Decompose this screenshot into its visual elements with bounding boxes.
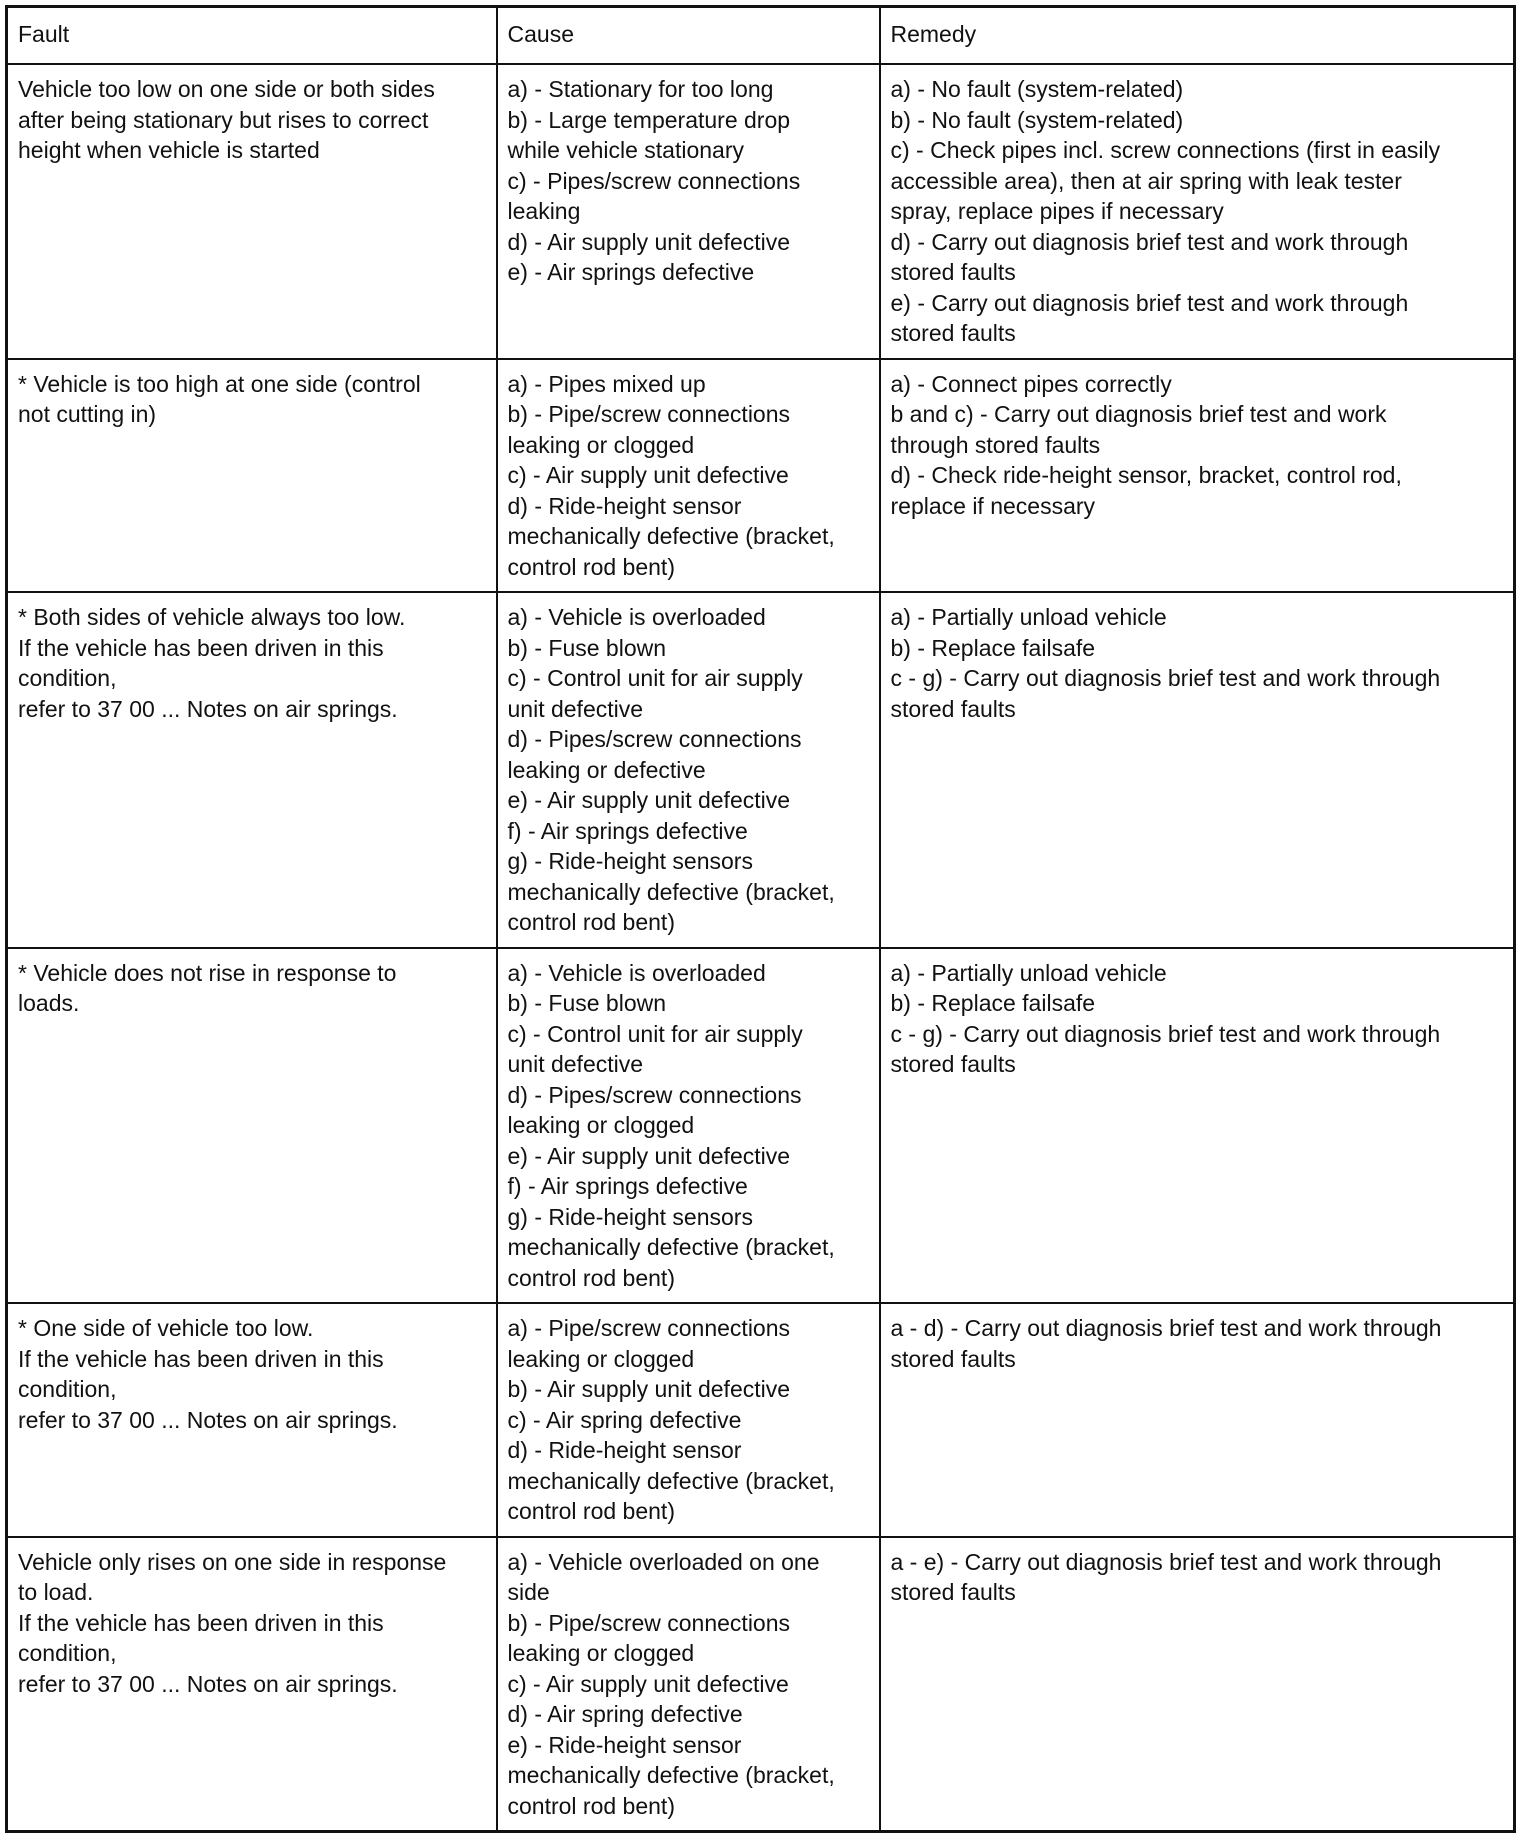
remedy-cell: a) - No fault (system-related) b) - No fault (system-related) c) - Check pipes incl. screw connections (first in easily accessible area), then at air spring with leak tester spray, replace pipes if necessary d) - Carry out diagnosis brief test and work through stored faults e) - Carry out diagnosis brief test and work through stored faults — [880, 64, 1515, 359]
header-remedy: Remedy — [880, 7, 1515, 65]
cause-cell: a) - Vehicle overloaded on one side b) - Pipe/screw connections leaking or clogged c) - Air supply unit defective d) - Air spring defective e) - Ride-height sensor mechanically defective (bracket, control rod bent) — [497, 1537, 880, 1832]
header-fault: Fault — [7, 7, 497, 65]
table-row — [7, 592, 1515, 948]
cause-cell: a) - Stationary for too long b) - Large temperature drop while vehicle stationary c) - Pipes/screw connections leaking d) - Air supply unit defective e) - Air springs defective — [497, 64, 880, 359]
fault-cell: Vehicle only rises on one side in response to load. If the vehicle has been driven in this condition, refer to 37 00 ... Notes on air springs. — [7, 1537, 497, 1832]
fault-cell: * One side of vehicle too low. If the vehicle has been driven in this condition, refer to 37 00 ... Notes on air springs. — [7, 1303, 497, 1537]
cause-cell: a) - Vehicle is overloaded b) - Fuse blown c) - Control unit for air supply unit defective d) - Pipes/screw connections leaking or clogged e) - Air supply unit defective f) - Air springs defective g) - Ride-height sensors mechanically defective (bracket, control rod bent) — [497, 948, 880, 1304]
remedy-cell: a - d) - Carry out diagnosis brief test and work through stored faults — [880, 1303, 1515, 1537]
table-row — [7, 64, 1515, 359]
header-cause: Cause — [497, 7, 880, 65]
table-row — [7, 1537, 1515, 1832]
cause-cell: a) - Pipe/screw connections leaking or clogged b) - Air supply unit defective c) - Air spring defective d) - Ride-height sensor mechanically defective (bracket, control rod bent) — [497, 1303, 880, 1537]
fault-cell: * Vehicle is too high at one side (control not cutting in) — [7, 359, 497, 593]
cause-cell: a) - Vehicle is overloaded b) - Fuse blown c) - Control unit for air supply unit defective d) - Pipes/screw connections leaking or defective e) - Air supply unit defective f) - Air springs defective g) - Ride-height sensors mechanically defective (bracket, control rod bent) — [497, 592, 880, 948]
remedy-cell: a) - Partially unload vehicle b) - Replace failsafe c - g) - Carry out diagnosis brief test and work through stored faults — [880, 948, 1515, 1304]
table-row — [7, 359, 1515, 593]
fault-cause-remedy-table — [5, 5, 1516, 1833]
table-row — [7, 948, 1515, 1304]
cause-cell: a) - Pipes mixed up b) - Pipe/screw connections leaking or clogged c) - Air supply unit defective d) - Ride-height sensor mechanically defective (bracket, control rod bent) — [497, 359, 880, 593]
table-header-row — [7, 7, 1515, 65]
fault-cell: * Both sides of vehicle always too low. If the vehicle has been driven in this condition, refer to 37 00 ... Notes on air springs. — [7, 592, 497, 948]
fault-cell: * Vehicle does not rise in response to loads. — [7, 948, 497, 1304]
table-row — [7, 1303, 1515, 1537]
fault-cell: Vehicle too low on one side or both sides after being stationary but rises to correct height when vehicle is started — [7, 64, 497, 359]
document-page — [5, 5, 1513, 1833]
remedy-cell: a) - Partially unload vehicle b) - Replace failsafe c - g) - Carry out diagnosis brief test and work through stored faults — [880, 592, 1515, 948]
remedy-cell: a - e) - Carry out diagnosis brief test and work through stored faults — [880, 1537, 1515, 1832]
remedy-cell: a) - Connect pipes correctly b and c) - Carry out diagnosis brief test and work through stored faults d) - Check ride-height sensor, bracket, control rod, replace if necessary — [880, 359, 1515, 593]
